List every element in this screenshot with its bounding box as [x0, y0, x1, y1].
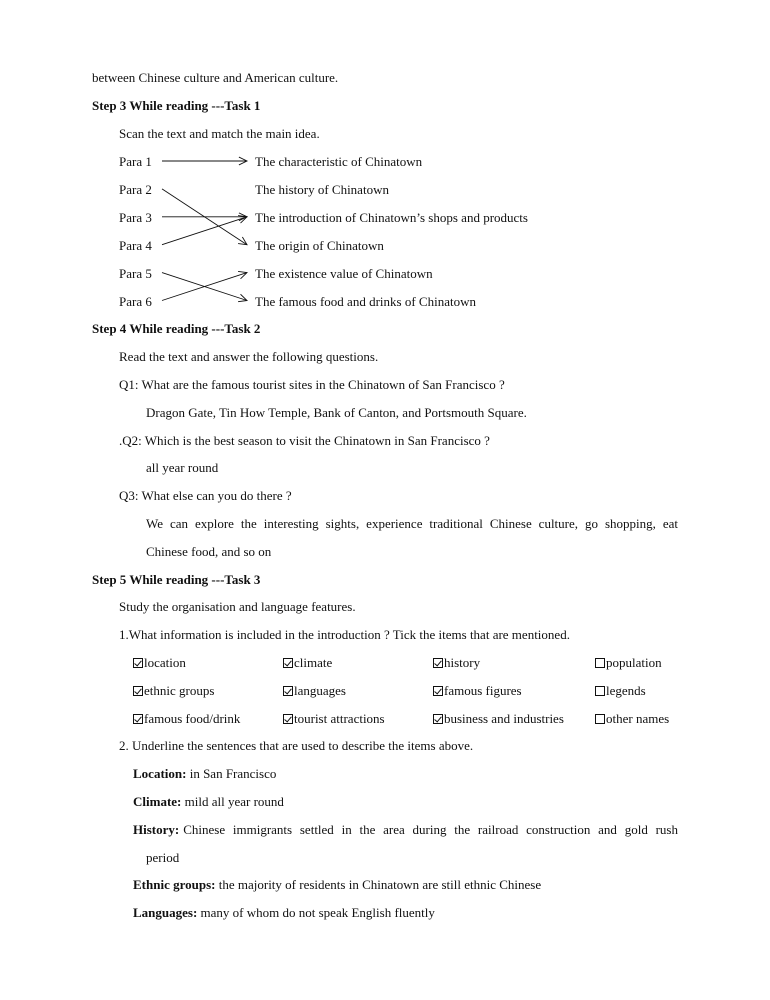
step5-item-2: 2. Underline the sentences that are used to describe the items above.: [119, 738, 474, 753]
checkbox-icon[interactable]: [283, 686, 293, 696]
checkbox-icon[interactable]: [433, 658, 443, 668]
arrowhead-icon: [239, 213, 247, 221]
step4-heading: Step 4 While reading ---Task 2: [92, 321, 261, 336]
climate-label: Climate:: [133, 794, 182, 809]
climate-line: [133, 794, 284, 810]
history-text-continued: period: [146, 850, 180, 865]
checkbox-icon[interactable]: [133, 714, 143, 724]
arrowhead-icon: [238, 216, 247, 223]
checkbox-icon[interactable]: [283, 658, 293, 668]
ethnic-groups-label: Ethnic groups:: [133, 877, 216, 892]
checkbox-icon[interactable]: [595, 658, 605, 668]
checklist-item[interactable]: climate: [283, 655, 332, 671]
arrowhead-icon: [238, 271, 247, 278]
para-label-1: Para 1: [119, 154, 152, 169]
intro-tail: between Chinese culture and American culture.: [92, 70, 339, 85]
checklist-item[interactable]: tourist attractions: [283, 711, 385, 727]
answer-3-line-1: We can explore the interesting sights, experience traditional Chinese culture, go shopping, eat: [146, 516, 678, 531]
checkbox-icon[interactable]: [433, 714, 443, 724]
idea-4: The origin of Chinatown: [255, 238, 384, 253]
para-label-2: Para 2: [119, 182, 152, 197]
answer-3-line-2: Chinese food, and so on: [146, 544, 272, 559]
checkbox-icon[interactable]: [595, 686, 605, 696]
step5-item-1: 1.What information is included in the introduction ? Tick the items that are mentioned.: [119, 627, 570, 642]
location-line: [133, 766, 276, 782]
checklist-item[interactable]: legends: [595, 683, 646, 699]
checklist-item[interactable]: famous food/drink: [133, 711, 240, 727]
history-text: Chinese immigrants settled in the area during the railroad construction and gold rush: [183, 822, 678, 837]
ethnic-groups-text: the majority of residents in Chinatown are still ethnic Chinese: [215, 877, 542, 892]
para-label-4: Para 4: [119, 238, 152, 253]
climate-text: mild all year round: [181, 794, 284, 809]
checklist-item[interactable]: location: [133, 655, 186, 671]
step4-instruction: Read the text and answer the following questions.: [119, 349, 379, 364]
location-label: Location:: [133, 766, 187, 781]
answer-1: Dragon Gate, Tin How Temple, Bank of Canton, and Portsmouth Square.: [146, 405, 527, 420]
step5-instruction: Study the organisation and language features.: [119, 599, 356, 614]
idea-6: The famous food and drinks of Chinatown: [255, 294, 476, 309]
match-arrow: [162, 273, 247, 301]
arrowhead-icon: [238, 237, 247, 245]
checklist-item[interactable]: business and industries: [433, 711, 564, 727]
checklist-item[interactable]: history: [433, 655, 480, 671]
question-3: Q3: What else can you do there ?: [119, 488, 292, 503]
idea-1: The characteristic of Chinatown: [255, 154, 423, 169]
match-arrow: [162, 189, 247, 245]
checklist-item[interactable]: ethnic groups: [133, 683, 214, 699]
checklist-item[interactable]: languages: [283, 683, 346, 699]
match-arrow: [162, 273, 247, 301]
step3-heading: Step 3 While reading ---Task 1: [92, 98, 261, 113]
languages-label: Languages:: [133, 905, 198, 920]
match-arrow: [162, 217, 247, 245]
para-label-6: Para 6: [119, 294, 152, 309]
idea-2: The history of Chinatown: [255, 182, 389, 197]
history-label: History:: [133, 822, 180, 837]
step5-heading: Step 5 While reading ---Task 3: [92, 572, 261, 587]
arrowhead-icon: [238, 294, 247, 301]
languages-line: [133, 905, 435, 921]
checklist-item[interactable]: famous figures: [433, 683, 522, 699]
checkbox-icon[interactable]: [595, 714, 605, 724]
idea-5: The existence value of Chinatown: [255, 266, 433, 281]
checkbox-icon[interactable]: [133, 686, 143, 696]
checklist-item[interactable]: population: [595, 655, 662, 671]
arrowhead-icon: [239, 157, 247, 165]
checklist-item[interactable]: other names: [595, 711, 669, 727]
step3-instruction: Scan the text and match the main idea.: [119, 126, 320, 141]
question-1: Q1: What are the famous tourist sites in the Chinatown of San Francisco ?: [119, 377, 505, 392]
para-label-3: Para 3: [119, 210, 152, 225]
ethnic-groups-line: [133, 877, 541, 893]
location-text: in San Francisco: [186, 766, 277, 781]
checkbox-icon[interactable]: [433, 686, 443, 696]
answer-2: all year round: [146, 460, 219, 475]
question-2: .Q2: Which is the best season to visit the Chinatown in San Francisco ?: [119, 433, 490, 448]
history-line: [133, 822, 678, 838]
checkbox-icon[interactable]: [283, 714, 293, 724]
idea-3: The introduction of Chinatown’s shops and products: [255, 210, 528, 225]
languages-text: many of whom do not speak English fluently: [197, 905, 435, 920]
para-label-5: Para 5: [119, 266, 152, 281]
checkbox-icon[interactable]: [133, 658, 143, 668]
